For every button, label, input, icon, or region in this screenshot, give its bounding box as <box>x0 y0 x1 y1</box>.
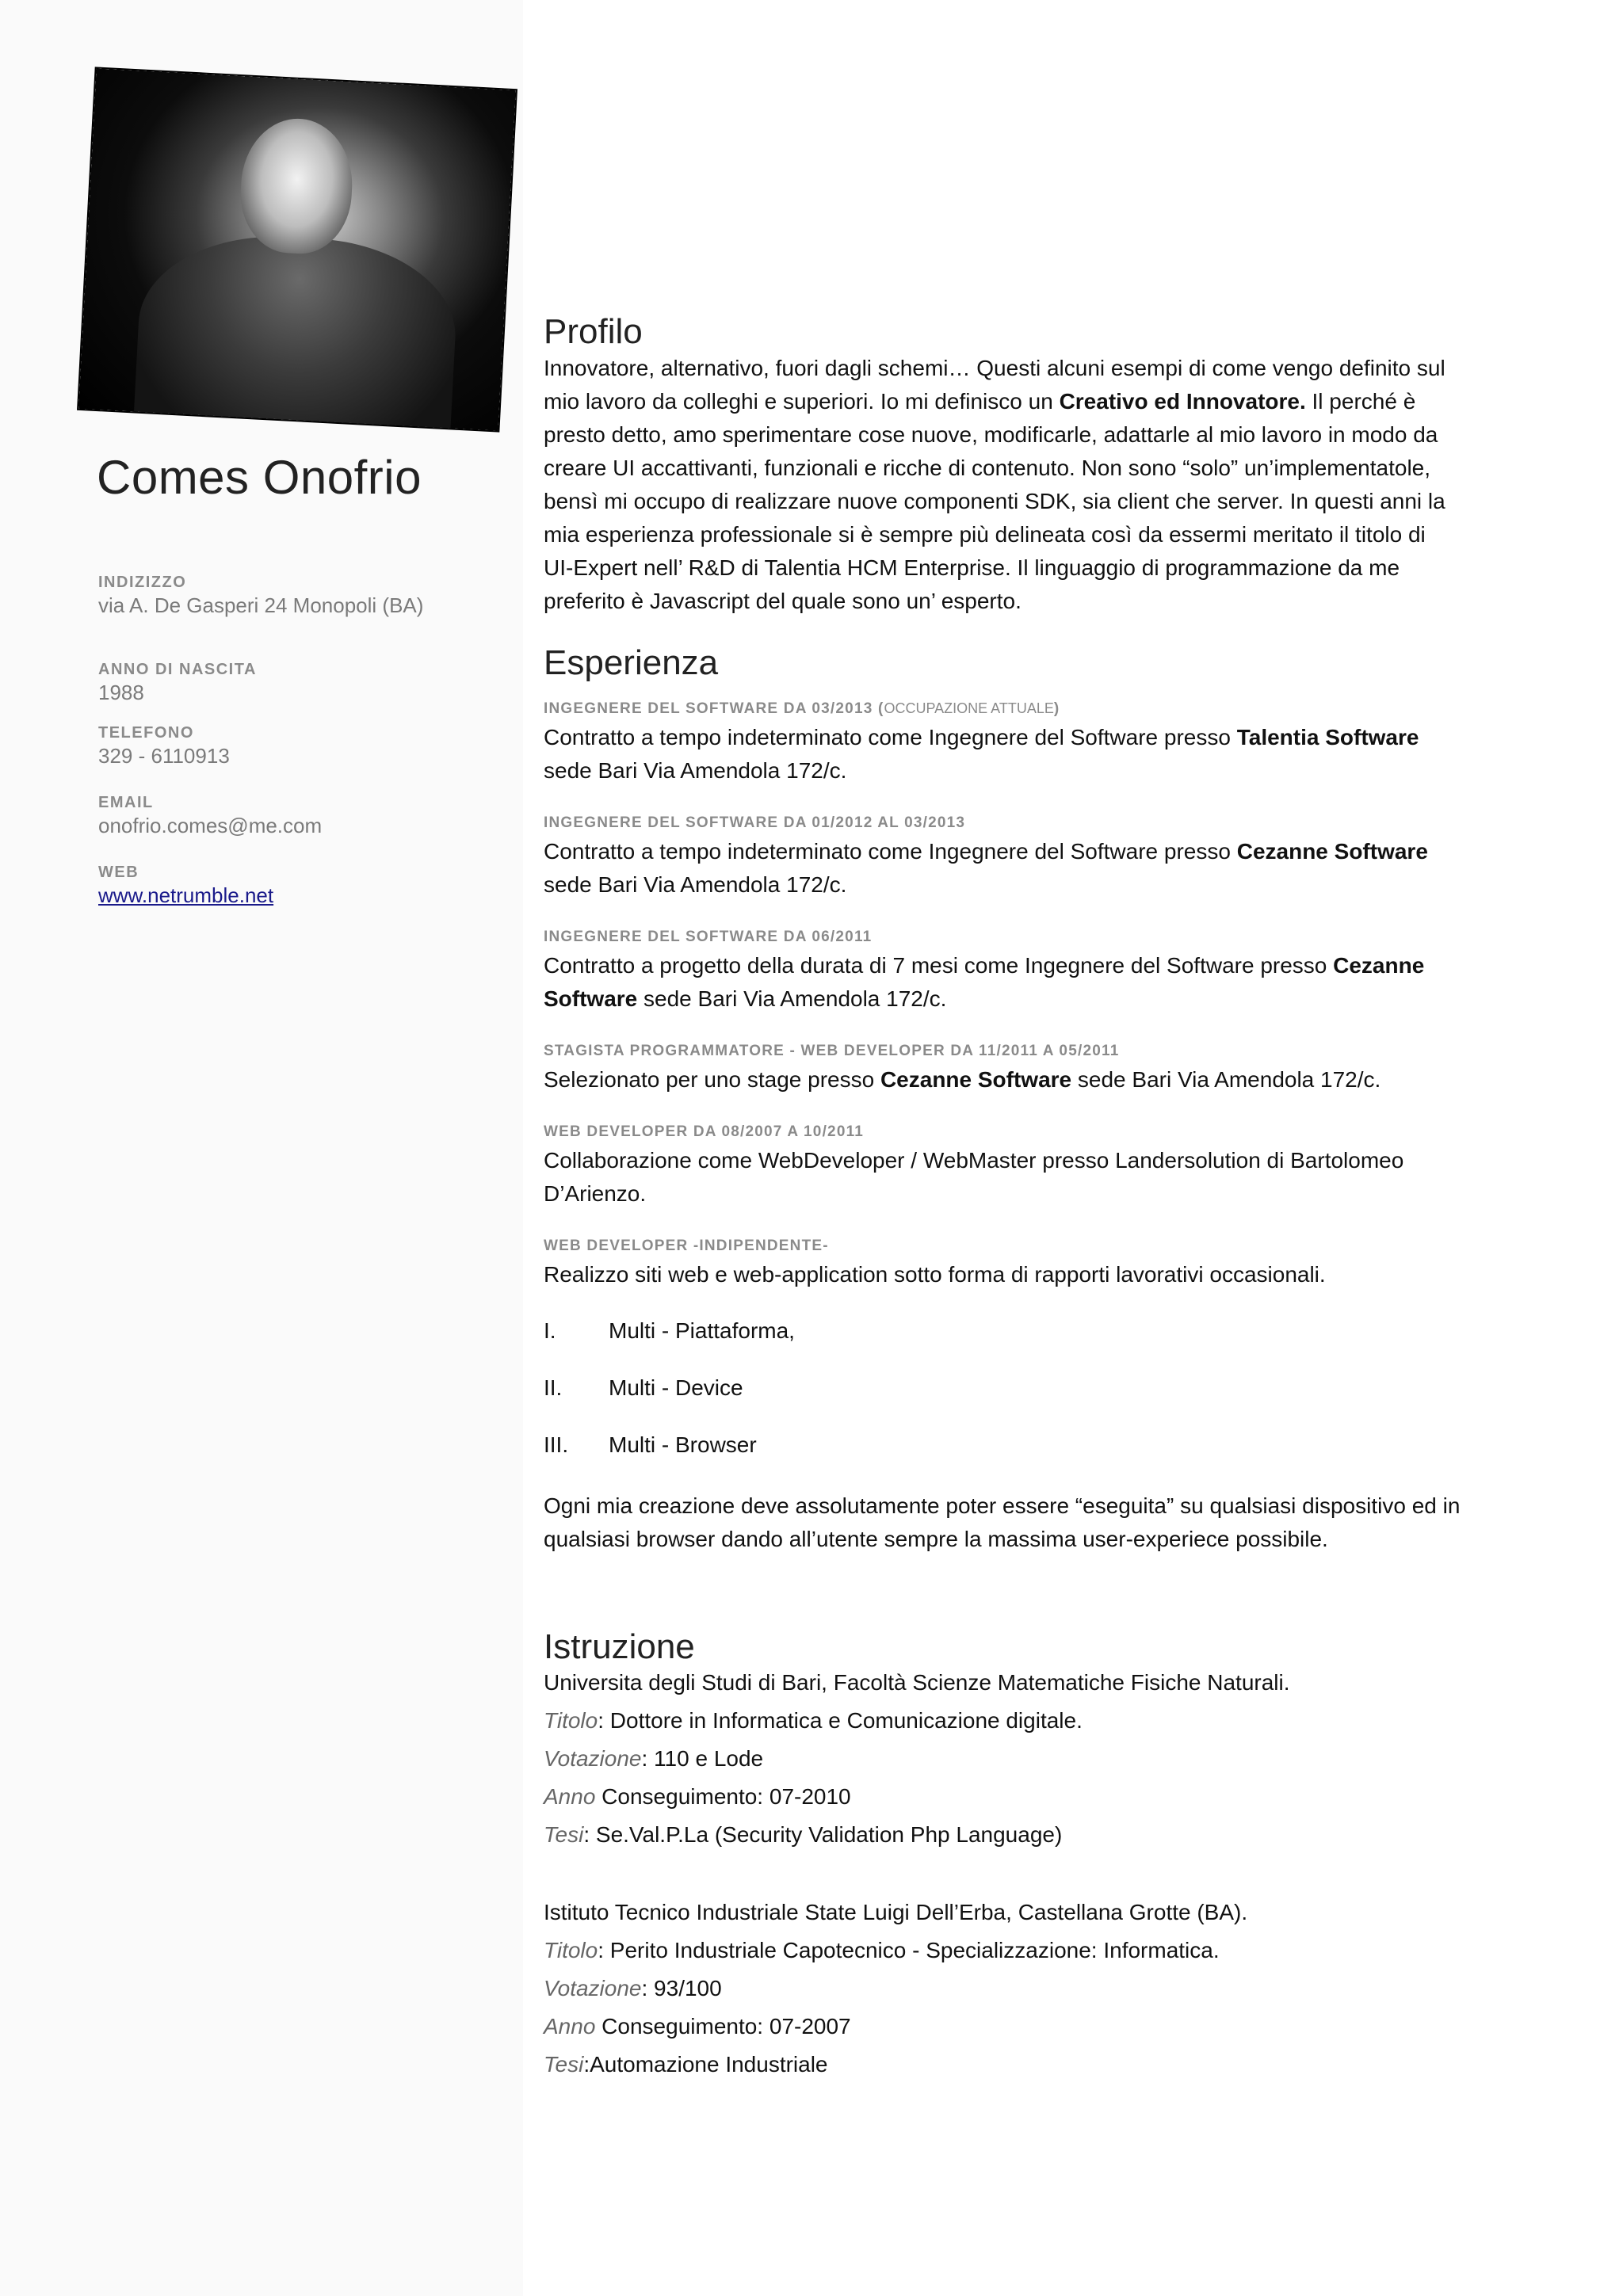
email-block <box>98 794 510 838</box>
experience-heading: Esperienza <box>544 643 719 682</box>
list-item: III. Multi - Browser <box>544 1432 757 1457</box>
experience-section <box>544 643 1479 683</box>
email-value: onofrio.comes@me.com <box>98 814 323 837</box>
job-entry <box>544 1043 1479 1097</box>
email-label: EMAIL <box>98 794 154 811</box>
job-title: INGEGNERE DEL SOFTWARE DA 03/2013 (OCCUPAZIONE ATTUALE) <box>544 700 1060 717</box>
profile-line: mio lavoro da colleghi e superiori. Io mi definisco un <box>544 389 1060 414</box>
school-name: Universita degli Studi di Bari, Facoltà Scienze Matematiche Fisiche Naturali. <box>544 1670 1290 1695</box>
address-block <box>98 574 510 618</box>
job-title: STAGISTA PROGRAMMATORE - WEB DEVELOPER DA 11/2011 A 05/2011 <box>544 1043 1120 1059</box>
closing-line: qualsiasi browser dando all’utente sempre la massima user-experiece possibile. <box>544 1527 1328 1551</box>
photo-face <box>238 116 356 256</box>
phone-label: TELEFONO <box>98 724 194 742</box>
school-votazione: Votazione: 110 e Lode <box>544 1746 764 1771</box>
job-description: Selezionato per uno stage presso Cezanne Software sede Bari Via Amendola 172/c. <box>544 1067 1381 1092</box>
job-entry <box>544 1123 1479 1211</box>
phone-value: 329 - 6110913 <box>98 744 230 768</box>
web-block <box>98 864 510 908</box>
experience-closing <box>544 1489 1479 1556</box>
closing-line: Ogni mia creazione deve assolutamente poter essere “eseguita” su qualsiasi dispositivo ed in <box>544 1493 1461 1518</box>
phone-block <box>98 724 510 769</box>
school-titolo: Titolo: Perito Industriale Capotecnico - Specializzazione: Informatica. <box>544 1938 1220 1962</box>
job-description: Collaborazione come WebDeveloper / WebMaster presso Landersolution di Bartolomeo D’Arienzo. <box>544 1148 1404 1206</box>
list-item: II. Multi - Device <box>544 1375 743 1400</box>
birth-label: ANNO DI NASCITA <box>98 661 257 678</box>
profile-line: creare UI accattivanti, funzionali e ricche di contenuto. Non sono “solo” un’implementatole, <box>544 456 1431 480</box>
profile-line: Innovatore, alternativo, fuori dagli schemi… Questi alcuni esempi di come vengo definito sul <box>544 356 1445 380</box>
address-label: INDIZIZZO <box>98 574 187 591</box>
birth-value: 1988 <box>98 681 144 704</box>
job-title: WEB DEVELOPER DA 08/2007 A 10/2011 <box>544 1123 865 1140</box>
birth-block <box>98 661 510 705</box>
job-description: Contratto a tempo indeterminato come Ingegnere del Software presso Talentia Software sede Bari Via Amendola 172/c. <box>544 725 1419 783</box>
profile-line: UI-Expert nell’ R&D di Talentia HCM Enterprise. Il linguaggio di programmazione da me <box>544 555 1400 580</box>
profile-text <box>544 352 1479 618</box>
person-name: Comes Onofrio <box>97 451 422 504</box>
web-label: WEB <box>98 864 139 881</box>
web-link[interactable]: www.netrumble.net <box>98 883 274 907</box>
job-description: Contratto a progetto della durata di 7 mesi come Ingegnere del Software presso Cezanne Software sede Bari Via Amendola 172/c. <box>544 953 1425 1011</box>
school-anno: Anno Conseguimento: 07-2010 <box>544 1784 851 1809</box>
current-job-tag: OCCUPAZIONE ATTUALE <box>884 700 1054 716</box>
job-entry <box>544 700 1479 788</box>
school-tesi: Tesi:Automazione Industriale <box>544 2052 828 2077</box>
job-description: Realizzo siti web e web-application sotto forma di rapporti lavorativi occasionali. <box>544 1262 1326 1287</box>
school-anno: Anno Conseguimento: 07-2007 <box>544 2014 851 2039</box>
school-titolo: Titolo: Dottore in Informatica e Comunicazione digitale. <box>544 1708 1083 1733</box>
profile-photo <box>78 68 516 430</box>
job-title: WEB DEVELOPER -INDIPENDENTE- <box>544 1238 829 1254</box>
profile-line: presto detto, amo sperimentare cose nuove, modificarle, adattarle al mio lavoro in modo da <box>544 422 1438 447</box>
profile-section <box>544 312 1479 618</box>
profile-highlight: Creativo ed Innovatore. <box>1059 389 1306 414</box>
education-heading: Istruzione <box>544 1627 695 1666</box>
job-title: INGEGNERE DEL SOFTWARE DA 01/2012 AL 03/2013 <box>544 814 966 831</box>
profile-line: preferito è Javascript del quale sono un’ esperto. <box>544 589 1022 613</box>
school-tesi: Tesi: Se.Val.P.La (Security Validation Php Language) <box>544 1822 1063 1847</box>
profile-line: Il perché è <box>1305 389 1416 414</box>
job-entry <box>544 814 1479 902</box>
address-value: via A. De Gasperi 24 Monopoli (BA) <box>98 593 424 617</box>
education-section <box>544 1627 1479 1667</box>
job-entry <box>544 1238 1479 1291</box>
profile-line: mia esperienza professionale si è sempre più delineata così da essermi meritato il titolo di <box>544 522 1426 547</box>
school-name: Istituto Tecnico Industriale State Luigi Dell’Erba, Castellana Grotte (BA). <box>544 1900 1248 1924</box>
list-item: I. Multi - Piattaforma, <box>544 1318 795 1343</box>
photo-shirt <box>132 230 460 431</box>
profile-line: bensì mi occupo di realizzare nuove componenti SDK, sia client che server. In questi anni la <box>544 489 1445 513</box>
profile-heading: Profilo <box>544 312 643 351</box>
job-title: INGEGNERE DEL SOFTWARE DA 06/2011 <box>544 929 873 945</box>
school-votazione: Votazione: 93/100 <box>544 1976 722 2000</box>
job-description: Contratto a tempo indeterminato come Ingegnere del Software presso Cezanne Software sede Bari Via Amendola 172/c. <box>544 839 1428 897</box>
job-entry <box>544 929 1479 1016</box>
